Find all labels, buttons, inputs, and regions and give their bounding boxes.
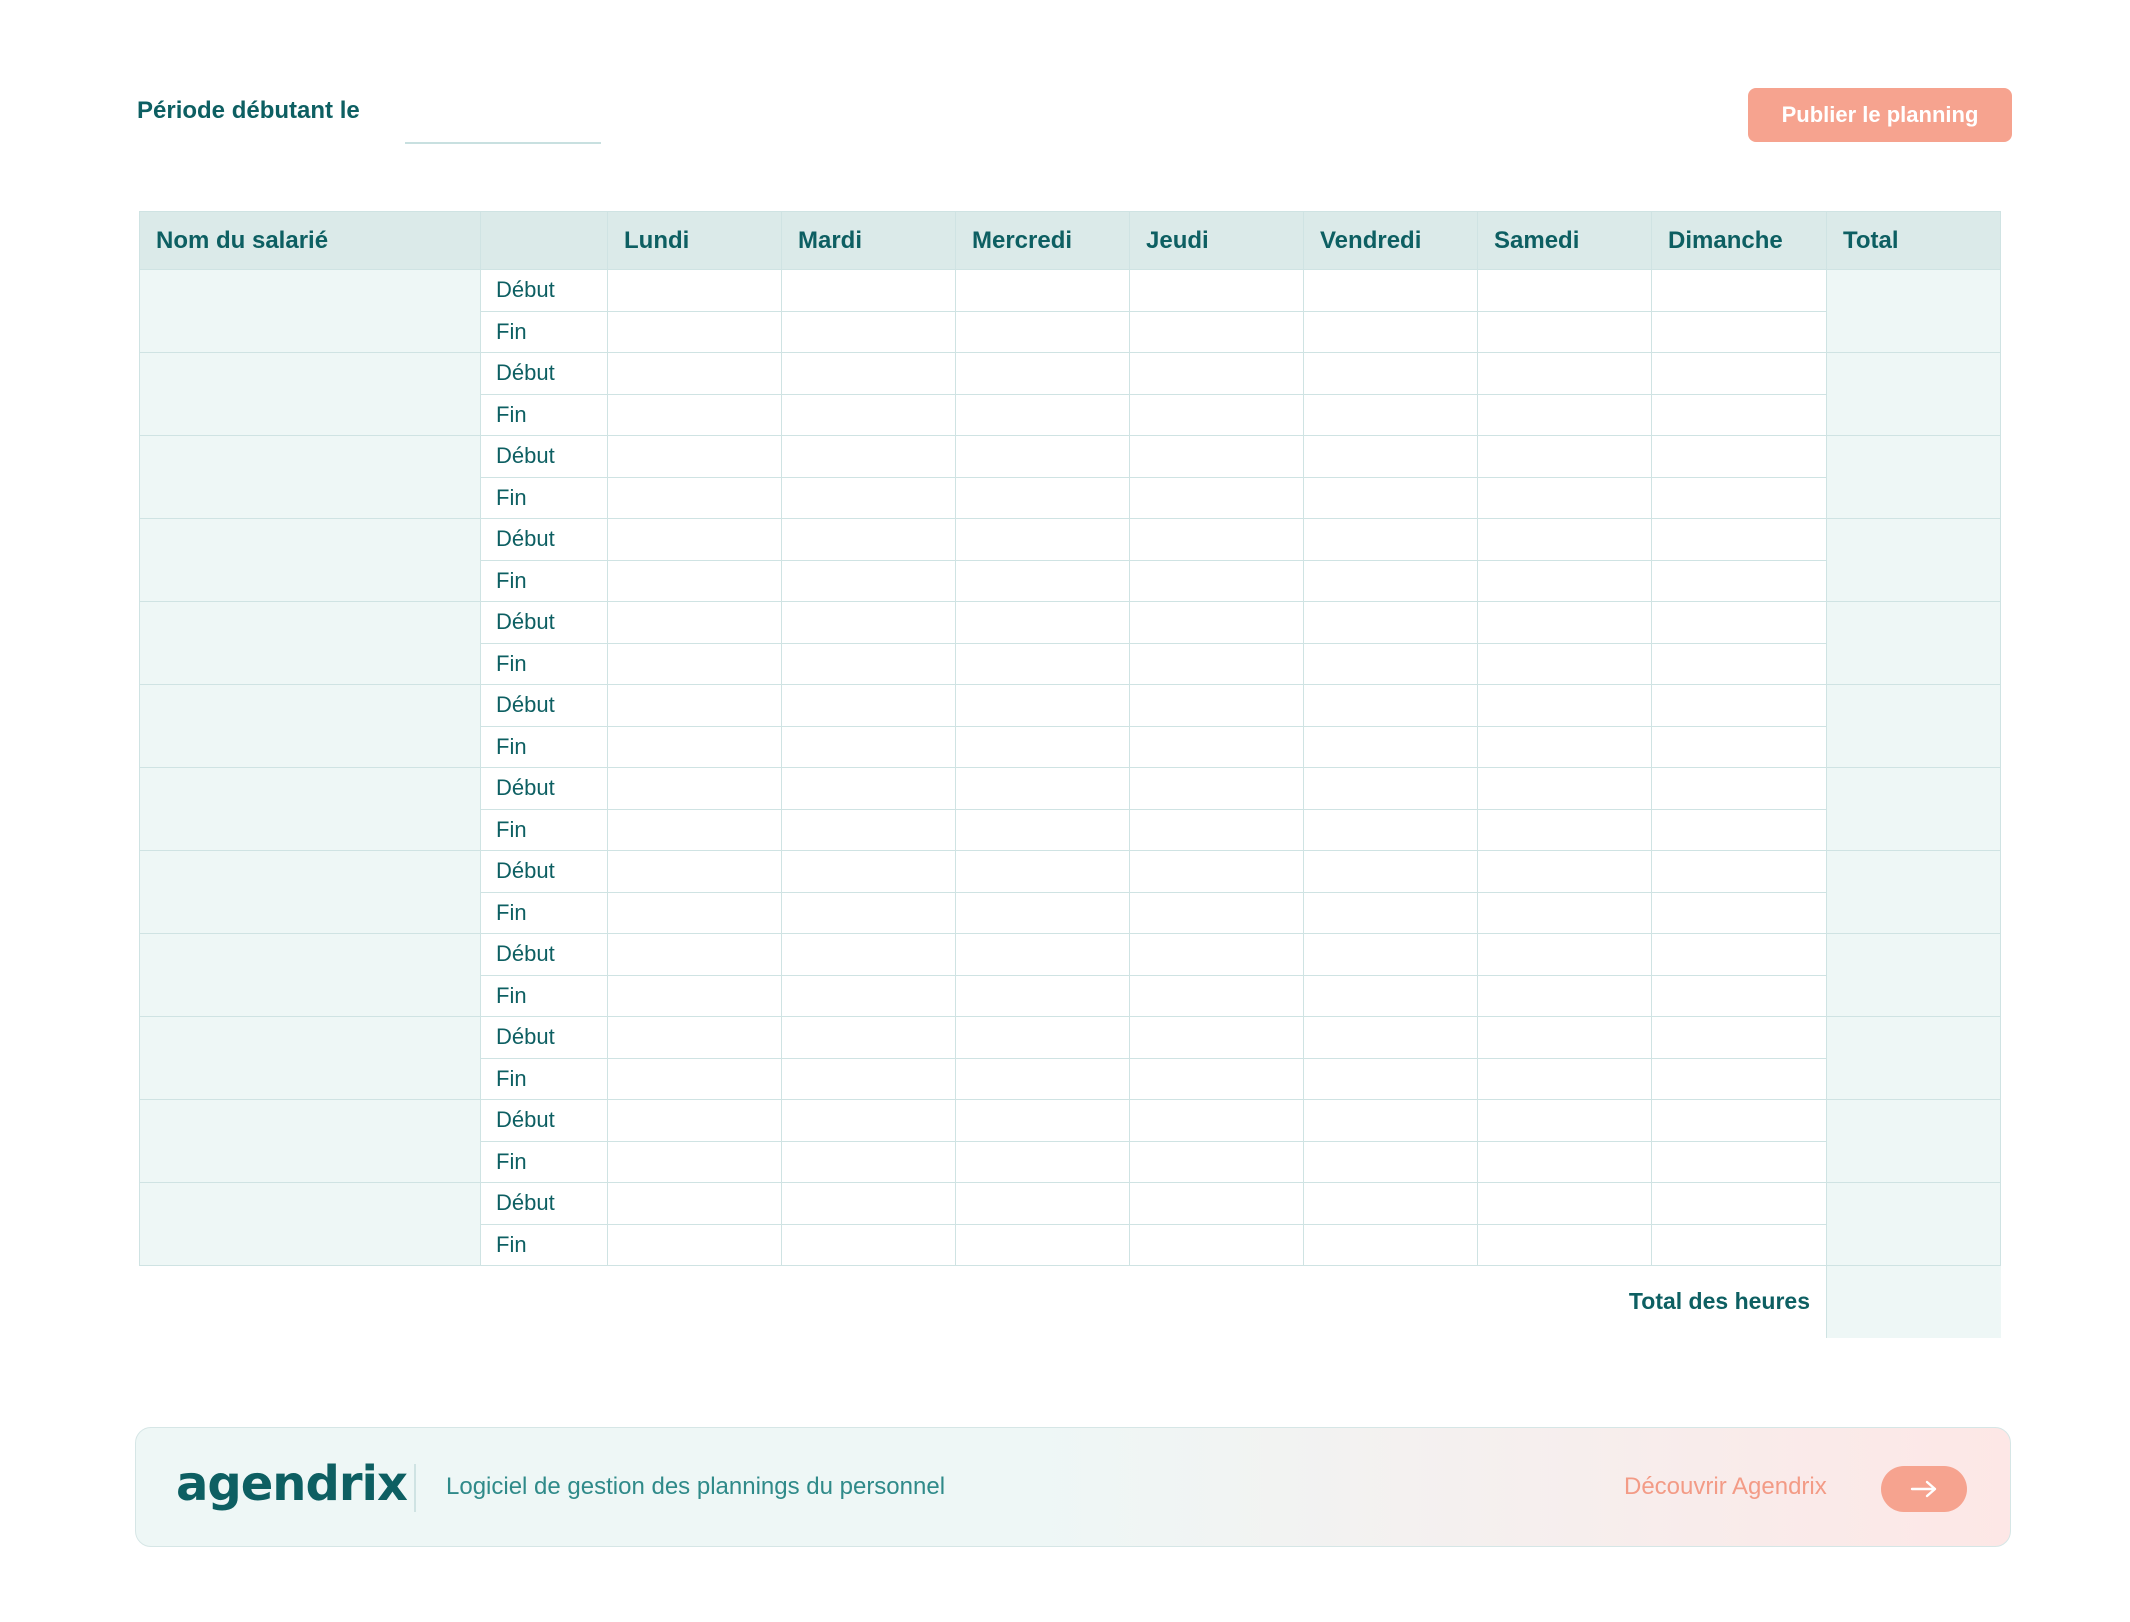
employee-total-cell[interactable] <box>1827 1100 2001 1183</box>
tuesday-end-cell[interactable] <box>782 477 956 519</box>
sunday-end-cell[interactable] <box>1652 1141 1827 1183</box>
thursday-start-cell[interactable] <box>1130 768 1304 810</box>
friday-end-cell[interactable] <box>1304 726 1478 768</box>
tuesday-start-cell[interactable] <box>782 851 956 893</box>
friday-start-cell[interactable] <box>1304 602 1478 644</box>
friday-end-cell[interactable] <box>1304 892 1478 934</box>
tuesday-start-cell[interactable] <box>782 519 956 561</box>
end-time-label: Fin <box>481 1058 608 1100</box>
employee-name-cell[interactable] <box>140 685 481 768</box>
grand-total-cell[interactable] <box>1827 1266 2001 1338</box>
saturday-start-cell[interactable] <box>1478 270 1652 312</box>
banner-divider <box>414 1464 416 1512</box>
column-header-monday: Lundi <box>608 212 782 270</box>
monday-start-cell[interactable] <box>608 519 782 561</box>
friday-end-cell[interactable] <box>1304 311 1478 353</box>
friday-start-cell[interactable] <box>1304 768 1478 810</box>
schedule-table <box>139 211 2001 1338</box>
friday-start-cell[interactable] <box>1304 851 1478 893</box>
monday-start-cell[interactable] <box>608 1017 782 1059</box>
tuesday-end-cell[interactable] <box>782 1058 956 1100</box>
publish-schedule-button[interactable]: Publier le planning <box>1748 88 2012 142</box>
saturday-end-cell[interactable] <box>1478 1058 1652 1100</box>
friday-end-cell[interactable] <box>1304 1141 1478 1183</box>
saturday-start-cell[interactable] <box>1478 519 1652 561</box>
thursday-start-cell[interactable] <box>1130 602 1304 644</box>
column-header-saturday: Samedi <box>1478 212 1652 270</box>
monday-start-cell[interactable] <box>608 436 782 478</box>
friday-start-cell[interactable] <box>1304 685 1478 727</box>
schedule-row-start <box>140 1100 2001 1142</box>
wednesday-end-cell[interactable] <box>956 311 1130 353</box>
arrow-right-icon <box>1909 1480 1939 1498</box>
sunday-end-cell[interactable] <box>1652 726 1827 768</box>
wednesday-end-cell[interactable] <box>956 1224 1130 1266</box>
sunday-start-cell[interactable] <box>1652 436 1827 478</box>
thursday-end-cell[interactable] <box>1130 311 1304 353</box>
tuesday-end-cell[interactable] <box>782 643 956 685</box>
column-header-tuesday: Mardi <box>782 212 956 270</box>
thursday-start-cell[interactable] <box>1130 436 1304 478</box>
start-time-label: Début <box>481 519 608 561</box>
tuesday-end-cell[interactable] <box>782 726 956 768</box>
end-time-label: Fin <box>481 1141 608 1183</box>
tuesday-end-cell[interactable] <box>782 975 956 1017</box>
monday-end-cell[interactable] <box>608 726 782 768</box>
saturday-end-cell[interactable] <box>1478 643 1652 685</box>
wednesday-start-cell[interactable] <box>956 934 1130 976</box>
thursday-end-cell[interactable] <box>1130 477 1304 519</box>
end-time-label: Fin <box>481 394 608 436</box>
tuesday-end-cell[interactable] <box>782 1224 956 1266</box>
friday-end-cell[interactable] <box>1304 477 1478 519</box>
tuesday-end-cell[interactable] <box>782 311 956 353</box>
schedule-row-start <box>140 353 2001 395</box>
monday-end-cell[interactable] <box>608 477 782 519</box>
end-time-label: Fin <box>481 560 608 602</box>
friday-end-cell[interactable] <box>1304 560 1478 602</box>
thursday-start-cell[interactable] <box>1130 353 1304 395</box>
monday-end-cell[interactable] <box>608 643 782 685</box>
thursday-start-cell[interactable] <box>1130 1017 1304 1059</box>
wednesday-start-cell[interactable] <box>956 1017 1130 1059</box>
employee-total-cell[interactable] <box>1827 1183 2001 1266</box>
tuesday-start-cell[interactable] <box>782 1100 956 1142</box>
employee-total-cell[interactable] <box>1827 270 2001 353</box>
tuesday-start-cell[interactable] <box>782 353 956 395</box>
end-time-label: Fin <box>481 643 608 685</box>
sunday-end-cell[interactable] <box>1652 975 1827 1017</box>
sunday-end-cell[interactable] <box>1652 643 1827 685</box>
monday-start-cell[interactable] <box>608 270 782 312</box>
employee-total-cell[interactable] <box>1827 934 2001 1017</box>
friday-start-cell[interactable] <box>1304 436 1478 478</box>
monday-end-cell[interactable] <box>608 892 782 934</box>
column-header-employee-name: Nom du salarié <box>140 212 481 270</box>
saturday-end-cell[interactable] <box>1478 892 1652 934</box>
tuesday-start-cell[interactable] <box>782 934 956 976</box>
saturday-start-cell[interactable] <box>1478 934 1652 976</box>
saturday-end-cell[interactable] <box>1478 560 1652 602</box>
end-time-label: Fin <box>481 726 608 768</box>
employee-name-cell[interactable] <box>140 1017 481 1100</box>
wednesday-start-cell[interactable] <box>956 602 1130 644</box>
monday-end-cell[interactable] <box>608 394 782 436</box>
end-time-label: Fin <box>481 975 608 1017</box>
saturday-start-cell[interactable] <box>1478 1100 1652 1142</box>
employee-name-cell[interactable] <box>140 602 481 685</box>
wednesday-end-cell[interactable] <box>956 643 1130 685</box>
schedule-row-start <box>140 768 2001 810</box>
wednesday-end-cell[interactable] <box>956 477 1130 519</box>
friday-end-cell[interactable] <box>1304 975 1478 1017</box>
start-time-label: Début <box>481 602 608 644</box>
wednesday-end-cell[interactable] <box>956 892 1130 934</box>
employee-name-cell[interactable] <box>140 1100 481 1183</box>
tuesday-end-cell[interactable] <box>782 394 956 436</box>
wednesday-start-cell[interactable] <box>956 270 1130 312</box>
sunday-start-cell[interactable] <box>1652 685 1827 727</box>
employee-name-cell[interactable] <box>140 353 481 436</box>
monday-end-cell[interactable] <box>608 560 782 602</box>
saturday-end-cell[interactable] <box>1478 1224 1652 1266</box>
start-time-label: Début <box>481 1183 608 1225</box>
schedule-row-start <box>140 685 2001 727</box>
start-time-label: Début <box>481 353 608 395</box>
sunday-end-cell[interactable] <box>1652 477 1827 519</box>
wednesday-start-cell[interactable] <box>956 768 1130 810</box>
employee-total-cell[interactable] <box>1827 685 2001 768</box>
sunday-end-cell[interactable] <box>1652 1224 1827 1266</box>
grand-total-row <box>140 1266 2001 1338</box>
schedule-row-start <box>140 851 2001 893</box>
monday-end-cell[interactable] <box>608 975 782 1017</box>
saturday-start-cell[interactable] <box>1478 1017 1652 1059</box>
end-time-label: Fin <box>481 892 608 934</box>
friday-start-cell[interactable] <box>1304 1017 1478 1059</box>
tuesday-start-cell[interactable] <box>782 768 956 810</box>
tuesday-end-cell[interactable] <box>782 560 956 602</box>
start-time-label: Début <box>481 436 608 478</box>
employee-name-cell[interactable] <box>140 1183 481 1266</box>
wednesday-end-cell[interactable] <box>956 1058 1130 1100</box>
thursday-end-cell[interactable] <box>1130 560 1304 602</box>
monday-start-cell[interactable] <box>608 1100 782 1142</box>
employee-total-cell[interactable] <box>1827 1017 2001 1100</box>
monday-end-cell[interactable] <box>608 809 782 851</box>
schedule-body <box>140 270 2001 1266</box>
start-time-label: Début <box>481 851 608 893</box>
thursday-end-cell[interactable] <box>1130 1058 1304 1100</box>
start-time-label: Début <box>481 685 608 727</box>
thursday-start-cell[interactable] <box>1130 685 1304 727</box>
sunday-start-cell[interactable] <box>1652 353 1827 395</box>
monday-start-cell[interactable] <box>608 1183 782 1225</box>
wednesday-start-cell[interactable] <box>956 851 1130 893</box>
saturday-start-cell[interactable] <box>1478 768 1652 810</box>
end-time-label: Fin <box>481 1224 608 1266</box>
wednesday-end-cell[interactable] <box>956 560 1130 602</box>
monday-start-cell[interactable] <box>608 353 782 395</box>
schedule-row-start <box>140 1183 2001 1225</box>
period-start-date-input[interactable] <box>405 94 601 144</box>
friday-end-cell[interactable] <box>1304 394 1478 436</box>
sunday-start-cell[interactable] <box>1652 1100 1827 1142</box>
thursday-end-cell[interactable] <box>1130 1224 1304 1266</box>
tuesday-end-cell[interactable] <box>782 809 956 851</box>
sunday-start-cell[interactable] <box>1652 1017 1827 1059</box>
thursday-start-cell[interactable] <box>1130 1100 1304 1142</box>
start-time-label: Début <box>481 1100 608 1142</box>
sunday-start-cell[interactable] <box>1652 1183 1827 1225</box>
thursday-start-cell[interactable] <box>1130 270 1304 312</box>
thursday-end-cell[interactable] <box>1130 1141 1304 1183</box>
friday-end-cell[interactable] <box>1304 1058 1478 1100</box>
sunday-end-cell[interactable] <box>1652 892 1827 934</box>
column-header-thursday: Jeudi <box>1130 212 1304 270</box>
start-time-label: Début <box>481 934 608 976</box>
saturday-end-cell[interactable] <box>1478 726 1652 768</box>
thursday-end-cell[interactable] <box>1130 726 1304 768</box>
friday-start-cell[interactable] <box>1304 519 1478 561</box>
employee-total-cell[interactable] <box>1827 436 2001 519</box>
start-time-label: Début <box>481 768 608 810</box>
friday-start-cell[interactable] <box>1304 353 1478 395</box>
thursday-end-cell[interactable] <box>1130 975 1304 1017</box>
tuesday-end-cell[interactable] <box>782 892 956 934</box>
wednesday-start-cell[interactable] <box>956 519 1130 561</box>
thursday-start-cell[interactable] <box>1130 851 1304 893</box>
employee-name-cell[interactable] <box>140 270 481 353</box>
column-header-total: Total <box>1827 212 2001 270</box>
wednesday-start-cell[interactable] <box>956 685 1130 727</box>
column-header-time-type <box>481 212 608 270</box>
sunday-start-cell[interactable] <box>1652 934 1827 976</box>
discover-arrow-button[interactable] <box>1881 1466 1967 1512</box>
tuesday-start-cell[interactable] <box>782 602 956 644</box>
agendrix-banner <box>135 1427 2011 1547</box>
saturday-start-cell[interactable] <box>1478 685 1652 727</box>
schedule-row-start <box>140 602 2001 644</box>
tuesday-end-cell[interactable] <box>782 1141 956 1183</box>
monday-end-cell[interactable] <box>608 311 782 353</box>
sunday-end-cell[interactable] <box>1652 311 1827 353</box>
employee-total-cell[interactable] <box>1827 353 2001 436</box>
schedule-row-start <box>140 519 2001 561</box>
start-time-label: Début <box>481 1017 608 1059</box>
tuesday-start-cell[interactable] <box>782 270 956 312</box>
wednesday-end-cell[interactable] <box>956 394 1130 436</box>
employee-total-cell[interactable] <box>1827 602 2001 685</box>
monday-start-cell[interactable] <box>608 768 782 810</box>
saturday-start-cell[interactable] <box>1478 436 1652 478</box>
saturday-end-cell[interactable] <box>1478 394 1652 436</box>
end-time-label: Fin <box>481 311 608 353</box>
end-time-label: Fin <box>481 477 608 519</box>
thursday-start-cell[interactable] <box>1130 519 1304 561</box>
sunday-start-cell[interactable] <box>1652 602 1827 644</box>
friday-end-cell[interactable] <box>1304 643 1478 685</box>
friday-start-cell[interactable] <box>1304 934 1478 976</box>
monday-end-cell[interactable] <box>608 1224 782 1266</box>
tuesday-start-cell[interactable] <box>782 1183 956 1225</box>
banner-tagline: Logiciel de gestion des plannings du personnel <box>446 1473 946 1500</box>
wednesday-start-cell[interactable] <box>956 436 1130 478</box>
monday-start-cell[interactable] <box>608 934 782 976</box>
tuesday-start-cell[interactable] <box>782 1017 956 1059</box>
schedule-row-start <box>140 1017 2001 1059</box>
column-header-wednesday: Mercredi <box>956 212 1130 270</box>
saturday-end-cell[interactable] <box>1478 975 1652 1017</box>
monday-end-cell[interactable] <box>608 1141 782 1183</box>
thursday-end-cell[interactable] <box>1130 892 1304 934</box>
saturday-start-cell[interactable] <box>1478 353 1652 395</box>
saturday-start-cell[interactable] <box>1478 851 1652 893</box>
saturday-end-cell[interactable] <box>1478 477 1652 519</box>
period-label: Période débutant le <box>137 97 360 124</box>
employee-name-cell[interactable] <box>140 768 481 851</box>
saturday-end-cell[interactable] <box>1478 1141 1652 1183</box>
sunday-start-cell[interactable] <box>1652 519 1827 561</box>
schedule-row-start <box>140 436 2001 478</box>
wednesday-end-cell[interactable] <box>956 975 1130 1017</box>
friday-end-cell[interactable] <box>1304 809 1478 851</box>
friday-end-cell[interactable] <box>1304 1224 1478 1266</box>
employee-total-cell[interactable] <box>1827 851 2001 934</box>
sunday-end-cell[interactable] <box>1652 394 1827 436</box>
employee-name-cell[interactable] <box>140 519 481 602</box>
saturday-end-cell[interactable] <box>1478 311 1652 353</box>
schedule-row-start <box>140 270 2001 312</box>
monday-start-cell[interactable] <box>608 851 782 893</box>
column-header-friday: Vendredi <box>1304 212 1478 270</box>
monday-end-cell[interactable] <box>608 1058 782 1100</box>
thursday-start-cell[interactable] <box>1130 1183 1304 1225</box>
start-time-label: Début <box>481 270 608 312</box>
tuesday-start-cell[interactable] <box>782 436 956 478</box>
employee-name-cell[interactable] <box>140 934 481 1017</box>
grand-total-label: Total des heures <box>1628 1288 1810 1315</box>
schedule-row-start <box>140 934 2001 976</box>
table-header-row <box>140 212 2001 270</box>
saturday-start-cell[interactable] <box>1478 1183 1652 1225</box>
thursday-end-cell[interactable] <box>1130 809 1304 851</box>
sunday-start-cell[interactable] <box>1652 768 1827 810</box>
saturday-end-cell[interactable] <box>1478 809 1652 851</box>
employee-name-cell[interactable] <box>140 851 481 934</box>
employee-total-cell[interactable] <box>1827 768 2001 851</box>
thursday-end-cell[interactable] <box>1130 643 1304 685</box>
wednesday-end-cell[interactable] <box>956 726 1130 768</box>
agendrix-logo: agendrix <box>176 1456 407 1512</box>
wednesday-end-cell[interactable] <box>956 1141 1130 1183</box>
wednesday-start-cell[interactable] <box>956 1100 1130 1142</box>
sunday-start-cell[interactable] <box>1652 851 1827 893</box>
discover-agendrix-link[interactable]: Découvrir Agendrix <box>1624 1473 1827 1500</box>
sunday-end-cell[interactable] <box>1652 1058 1827 1100</box>
sunday-end-cell[interactable] <box>1652 560 1827 602</box>
sunday-start-cell[interactable] <box>1652 270 1827 312</box>
tuesday-start-cell[interactable] <box>782 685 956 727</box>
column-header-sunday: Dimanche <box>1652 212 1827 270</box>
monday-start-cell[interactable] <box>608 602 782 644</box>
employee-name-cell[interactable] <box>140 436 481 519</box>
thursday-start-cell[interactable] <box>1130 934 1304 976</box>
wednesday-start-cell[interactable] <box>956 1183 1130 1225</box>
friday-start-cell[interactable] <box>1304 1100 1478 1142</box>
saturday-start-cell[interactable] <box>1478 602 1652 644</box>
monday-start-cell[interactable] <box>608 685 782 727</box>
wednesday-end-cell[interactable] <box>956 809 1130 851</box>
thursday-end-cell[interactable] <box>1130 394 1304 436</box>
friday-start-cell[interactable] <box>1304 270 1478 312</box>
sunday-end-cell[interactable] <box>1652 809 1827 851</box>
end-time-label: Fin <box>481 809 608 851</box>
employee-total-cell[interactable] <box>1827 519 2001 602</box>
friday-start-cell[interactable] <box>1304 1183 1478 1225</box>
wednesday-start-cell[interactable] <box>956 353 1130 395</box>
